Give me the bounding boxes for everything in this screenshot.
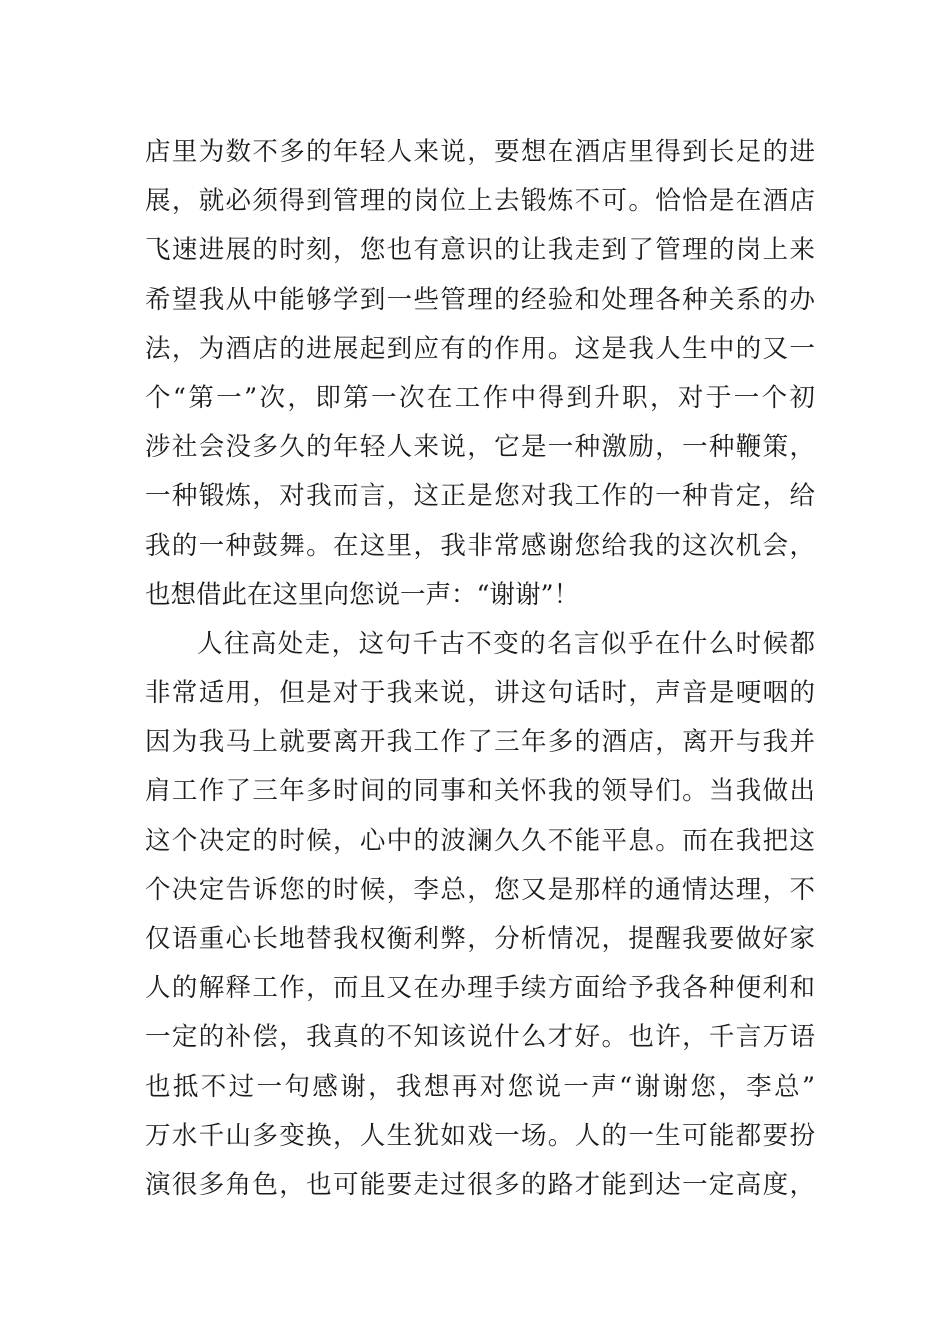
- text-line: 个“第一”次，即第一次在工作中得到升职，对于一个初: [145, 382, 815, 413]
- body-text: [145, 128, 815, 1210]
- text-line: 我的一种鼓舞。在这里，我非常感谢您给我的这次机会，: [145, 530, 815, 561]
- text-line: 展，就必须得到管理的岗位上去锻炼不可。恰恰是在酒店: [145, 186, 815, 217]
- text-line: 法，为酒店的进展起到应有的作用。这是我人生中的又一: [145, 333, 815, 364]
- text-line: 飞速进展的时刻，您也有意识的让我走到了管理的岗上来: [145, 235, 815, 266]
- text-line: 也想借此在这里向您说一声：“谢谢”！: [145, 579, 580, 610]
- text-line: 因为我马上就要离开我工作了三年多的酒店，离开与我并: [145, 727, 815, 758]
- text-line: 涉社会没多久的年轻人来说，它是一种激励，一种鞭策，: [145, 432, 815, 463]
- text-line: 人的解释工作，而且又在办理手续方面给予我各种便利和: [145, 973, 815, 1004]
- text-line: 演很多角色，也可能要走过很多的路才能到达一定高度，: [145, 1169, 815, 1200]
- text-line: 一定的补偿，我真的不知该说什么才好。也许，千言万语: [145, 1022, 815, 1053]
- text-line: 肩工作了三年多时间的同事和关怀我的领导们。当我做出: [145, 776, 815, 807]
- paragraph-first-line: 人往高处走，这句千古不变的名言似乎在什么时候都: [197, 628, 815, 659]
- text-line: 店里为数不多的年轻人来说，要想在酒店里得到长足的进: [145, 137, 815, 167]
- text-line: 也抵不过一句感谢，我想再对您说一声“谢谢您，李总”: [145, 1071, 815, 1102]
- text-line: 一种锻炼，对我而言，这正是您对我工作的一种肯定，给: [145, 481, 815, 512]
- text-line: 希望我从中能够学到一些管理的经验和处理各种关系的办: [145, 284, 815, 315]
- text-line: 这个决定的时候，心中的波澜久久不能平息。而在我把这: [145, 825, 815, 856]
- text-line: 仅语重心长地替我权衡利弊，分析情况，提醒我要做好家: [145, 924, 815, 954]
- text-line: 万水千山多变换，人生犹如戏一场。人的一生可能都要扮: [145, 1120, 815, 1151]
- text-line: 个决定告诉您的时候，李总，您又是那样的通情达理，不: [145, 874, 815, 905]
- text-line: 非常适用，但是对于我来说，讲这句话时，声音是哽咽的: [145, 678, 815, 709]
